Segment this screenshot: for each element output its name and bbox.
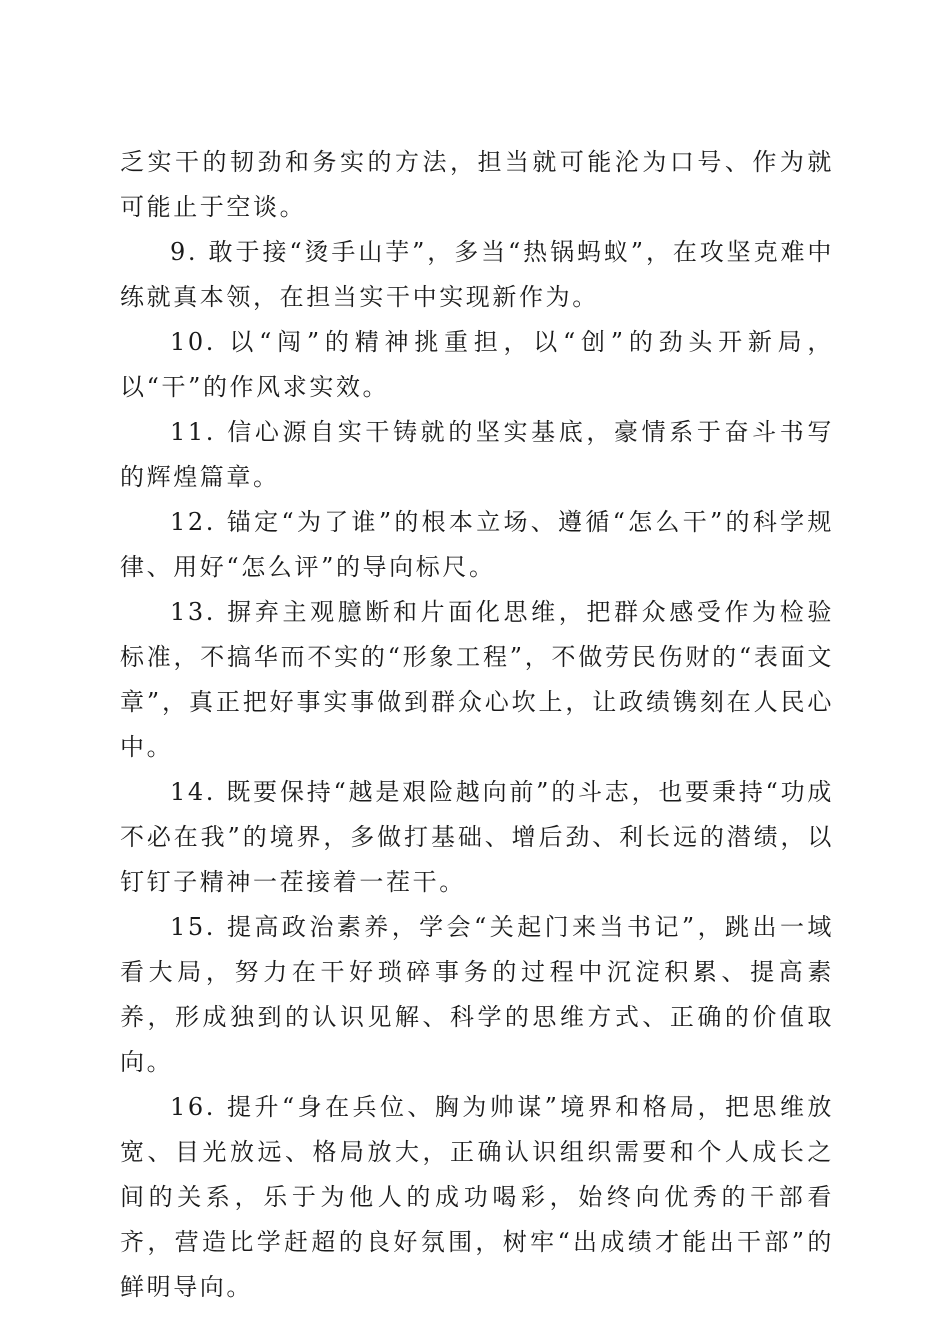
paragraph-item-16: 16. 提升“身在兵位、胸为帅谋”境界和格局，把思维放宽、目光放远、格局放大，正确认识组织需要和个人成长之间的关系，乐于为他人的成功喝彩，始终向优秀的干部看齐，营造比学赶超的良好氛围，树牢“出成绩才能出干部”的鲜明导向。 [120, 1093, 834, 1301]
document-body [120, 140, 834, 1310]
paragraph-continuation: 乏实干的韧劲和务实的方法，担当就可能沦为口号、作为就可能止于空谈。 [120, 148, 834, 221]
paragraph-item-11: 11. 信心源自实干铸就的坚实基底，豪情系于奋斗书写的辉煌篇章。 [120, 418, 834, 491]
paragraph-item-13: 13. 摒弃主观臆断和片面化思维，把群众感受作为检验标准，不搞华而不实的“形象工程”，不做劳民伤财的“表面文章”，真正把好事实事做到群众心坎上，让政绩镌刻在人民心中。 [120, 598, 834, 761]
paragraph-item-10: 10. 以“闯”的精神挑重担，以“创”的劲头开新局，以“干”的作风求实效。 [120, 328, 834, 401]
paragraph-item-12: 12. 锚定“为了谁”的根本立场、遵循“怎么干”的科学规律、用好“怎么评”的导向标尺。 [120, 508, 834, 581]
paragraph-item-9: 9. 敢于接“烫手山芋”，多当“热锅蚂蚁”，在攻坚克难中练就真本领，在担当实干中实现新作为。 [120, 238, 834, 311]
paragraph-item-14: 14. 既要保持“越是艰险越向前”的斗志，也要秉持“功成不必在我”的境界，多做打基础、增后劲、利长远的潜绩，以钉钉子精神一茬接着一茬干。 [120, 778, 834, 896]
paragraph-item-15: 15. 提高政治素养，学会“关起门来当书记”，跳出一域看大局，努力在干好琐碎事务的过程中沉淀积累、提高素养，形成独到的认识见解、科学的思维方式、正确的价值取向。 [120, 913, 834, 1076]
